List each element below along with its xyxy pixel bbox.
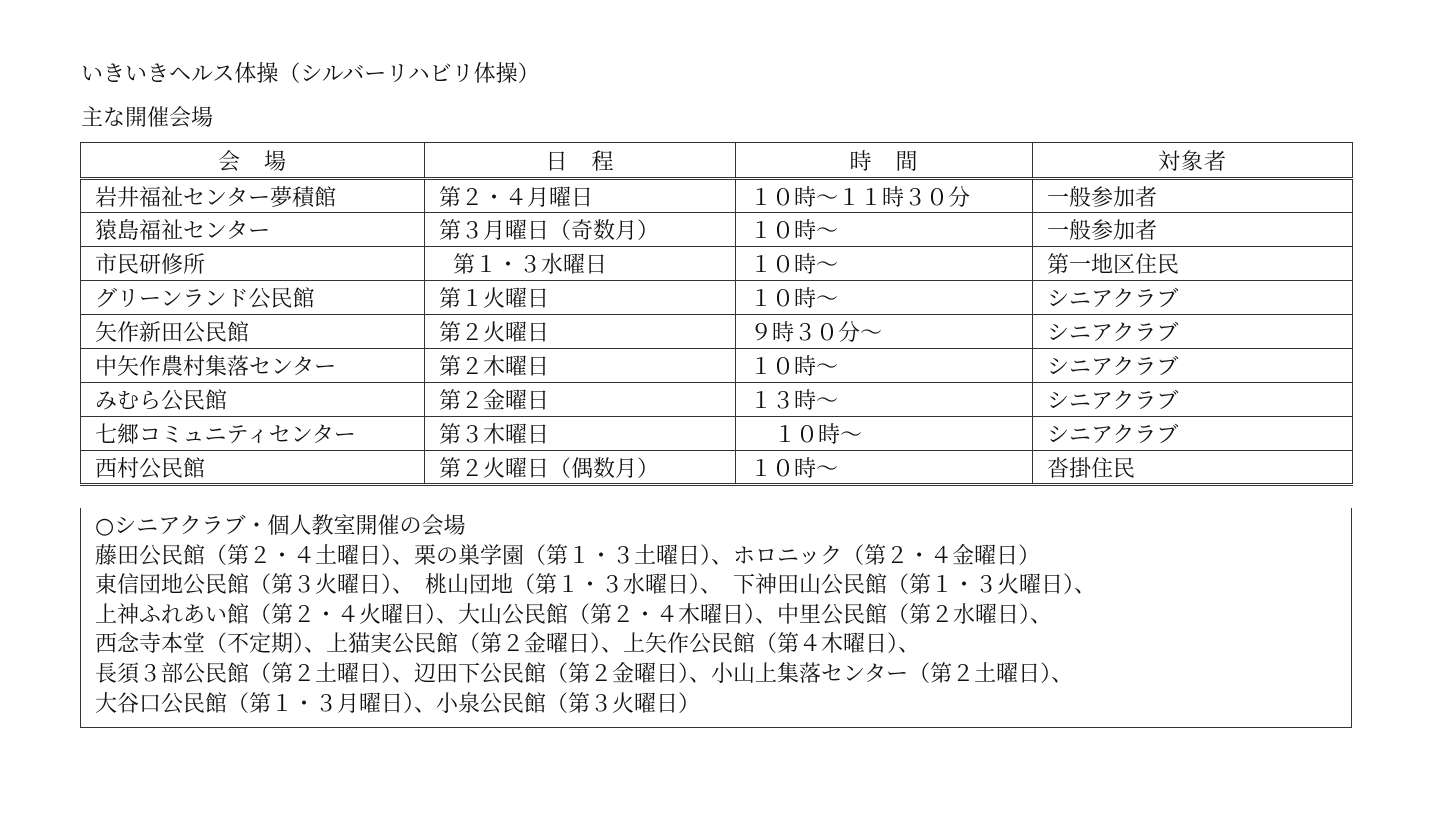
venue-cell: 西村公民館 — [81, 451, 425, 485]
table-row — [81, 349, 1353, 383]
schedule-cell: 第２火曜日（偶数月） — [425, 451, 736, 485]
header-venue: 会 場 — [81, 143, 425, 179]
target-cell: 一般参加者 — [1033, 213, 1353, 247]
header-time: 時 間 — [736, 143, 1033, 179]
schedule-cell: 第２火曜日 — [425, 315, 736, 349]
time-cell: １０時～ — [736, 417, 1033, 451]
target-cell: 一般参加者 — [1033, 179, 1353, 213]
table-row — [81, 383, 1353, 417]
table-row — [81, 247, 1353, 281]
time-cell: １３時～ — [736, 383, 1033, 417]
time-cell: １０時～ — [736, 281, 1033, 315]
time-cell: ９時３０分～ — [736, 315, 1033, 349]
schedule-cell: 第３月曜日（奇数月） — [425, 213, 736, 247]
table-row — [81, 315, 1353, 349]
target-cell: 第一地区住民 — [1033, 247, 1353, 281]
table-row — [81, 179, 1353, 213]
venue-cell: 市民研修所 — [81, 247, 425, 281]
target-cell: シニアクラブ — [1033, 417, 1353, 451]
venue-cell: 岩井福祉センター夢積館 — [81, 179, 425, 213]
section-heading: 主な開催会場 — [81, 106, 214, 131]
table-row — [81, 451, 1353, 485]
page-title: いきいきヘルス体操（シルバーリハビリ体操） — [81, 62, 540, 87]
target-cell: 沓掛住民 — [1033, 451, 1353, 485]
venue-cell: 猿島福祉センター — [81, 213, 425, 247]
time-cell: １０時～ — [736, 451, 1033, 485]
venue-list-line: 長須３部公民館（第２土曜日）、辺田下公民館（第２金曜日）、小山上集落センター（第２土曜日）、 — [95, 661, 1074, 687]
header-target: 対象者 — [1033, 143, 1353, 179]
time-cell: １０時～ — [736, 247, 1033, 281]
venue-list-line: 大谷口公民館（第１・３月曜日）、小泉公民館（第３火曜日） — [95, 691, 701, 717]
venue-cell: 七郷コミュニティセンター — [81, 417, 425, 451]
table-row — [81, 417, 1353, 451]
additional-venues-heading: ○シニアクラブ・個人教室開催の会場 — [95, 514, 466, 539]
venue-cell: グリーンランド公民館 — [81, 281, 425, 315]
schedule-cell: 第１火曜日 — [425, 281, 736, 315]
header-schedule: 日 程 — [425, 143, 736, 179]
target-cell: シニアクラブ — [1033, 383, 1353, 417]
venue-cell: みむら公民館 — [81, 383, 425, 417]
table-row — [81, 213, 1353, 247]
venue-cell: 中矢作農村集落センター — [81, 349, 425, 383]
time-cell: １０時～ — [736, 213, 1033, 247]
additional-venues-box — [80, 508, 1352, 728]
venue-list-line: 西念寺本堂（不定期）、上猫実公民館（第２金曜日）、上矢作公民館（第４木曜日）、 — [95, 632, 921, 658]
venue-cell: 矢作新田公民館 — [81, 315, 425, 349]
venue-list-line: 藤田公民館（第２・４土曜日）、栗の巣学園（第１・３土曜日）、ホロニック（第２・４金曜日） — [95, 543, 1041, 569]
table-row — [81, 281, 1353, 315]
schedule-cell: 第２木曜日 — [425, 349, 736, 383]
schedule-cell: 第２・４月曜日 — [425, 179, 736, 213]
table-header-row — [81, 143, 1353, 179]
venue-list-line: 東信団地公民館（第３火曜日）、 桃山団地（第１・３水曜日）、 下神田山公民館（第１・３火曜日）、 — [95, 573, 1097, 599]
target-cell: シニアクラブ — [1033, 315, 1353, 349]
schedule-cell: 第１・３水曜日 — [425, 247, 736, 281]
venue-list-line: 上神ふれあい館（第２・４火曜日）、大山公民館（第２・４木曜日）、中里公民館（第２水曜日）、 — [95, 602, 1053, 628]
time-cell: １０時～１１時３０分 — [736, 179, 1033, 213]
venue-schedule-table — [80, 142, 1353, 486]
time-cell: １０時～ — [736, 349, 1033, 383]
target-cell: シニアクラブ — [1033, 281, 1353, 315]
schedule-cell: 第３木曜日 — [425, 417, 736, 451]
schedule-cell: 第２金曜日 — [425, 383, 736, 417]
target-cell: シニアクラブ — [1033, 349, 1353, 383]
